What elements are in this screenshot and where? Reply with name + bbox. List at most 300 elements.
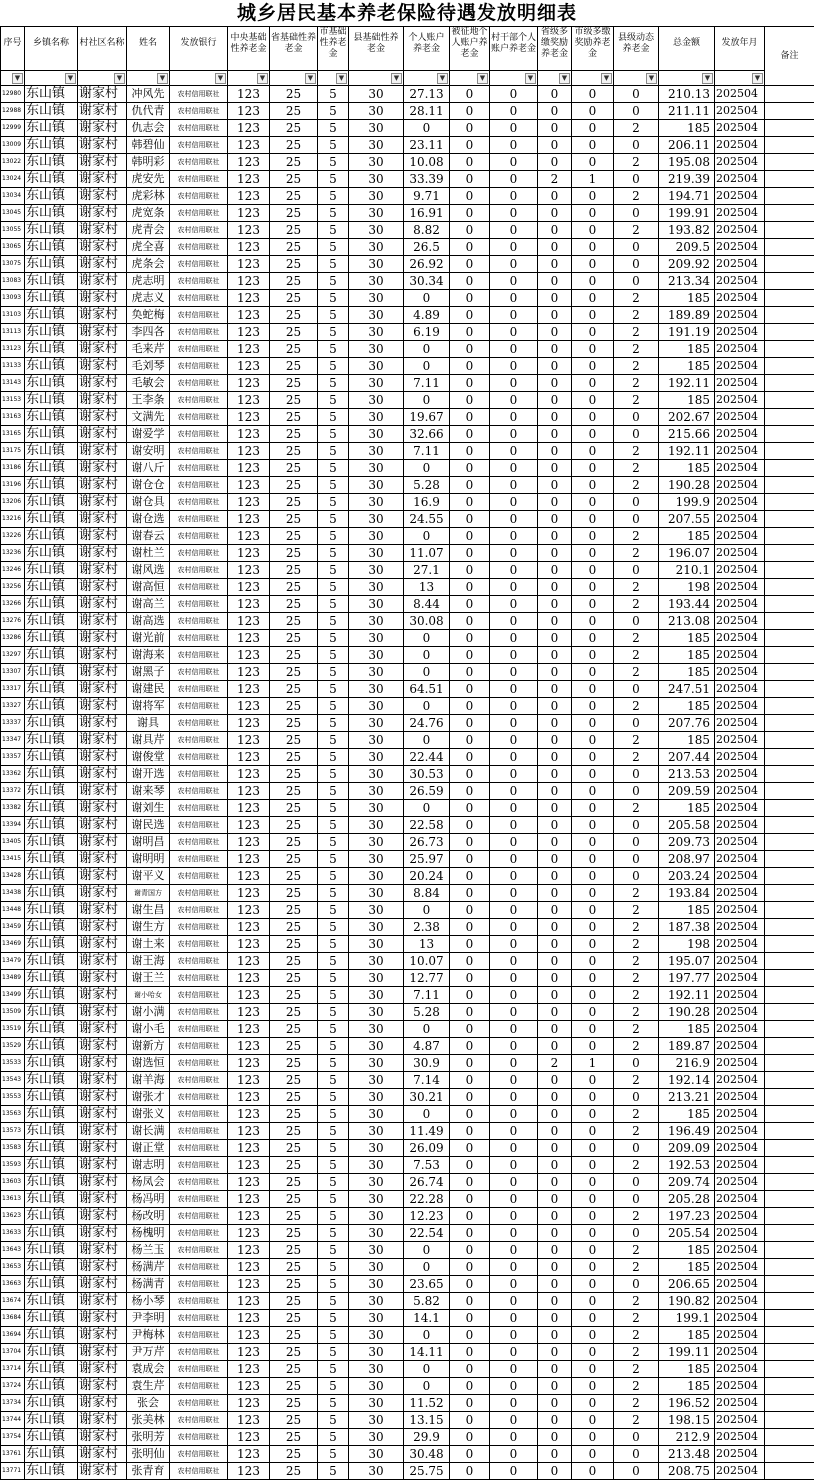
cell-month: 202504 (715, 1310, 765, 1327)
cell-seq: 13045 (1, 205, 25, 222)
cell-province: 25 (270, 664, 318, 681)
cell-landlost: 0 (450, 1344, 490, 1361)
cell-cadre: 0 (490, 766, 538, 783)
dropdown-arrow-icon[interactable]: ▼ (391, 73, 402, 84)
dropdown-arrow-icon[interactable]: ▼ (437, 73, 448, 84)
cell-county: 30 (349, 222, 404, 239)
dropdown-arrow-icon[interactable]: ▼ (477, 73, 488, 84)
cell-cadre: 0 (490, 358, 538, 375)
cell-province: 25 (270, 1208, 318, 1225)
cell-cadre: 0 (490, 919, 538, 936)
cell-province: 25 (270, 1157, 318, 1174)
table-row (1, 596, 814, 613)
cell-total: 213.08 (659, 613, 715, 630)
cell-name: 谢羊海 (127, 1072, 170, 1089)
cell-prov_bonus: 0 (538, 800, 572, 817)
cell-village: 谢家村 (78, 1361, 127, 1378)
cell-remark (765, 1038, 814, 1055)
cell-landlost: 0 (450, 375, 490, 392)
cell-province: 25 (270, 358, 318, 375)
cell-seq: 13246 (1, 562, 25, 579)
cell-prov_bonus: 0 (538, 426, 572, 443)
cell-cadre: 0 (490, 375, 538, 392)
column-header-name (127, 27, 170, 71)
cell-personal: 0 (404, 341, 450, 358)
cell-town: 东山镇 (25, 256, 78, 273)
cell-personal: 26.59 (404, 783, 450, 800)
cell-bank: 农村信用联社 (170, 1344, 228, 1361)
cell-total: 195.07 (659, 953, 715, 970)
cell-cadre: 0 (490, 1021, 538, 1038)
cell-county: 30 (349, 1072, 404, 1089)
cell-county: 30 (349, 103, 404, 120)
cell-province: 25 (270, 1225, 318, 1242)
cell-central: 123 (228, 358, 270, 375)
cell-name: 谢高恒 (127, 579, 170, 596)
cell-prov_bonus: 0 (538, 647, 572, 664)
cell-city: 5 (318, 1106, 349, 1123)
cell-county_dyn: 2 (614, 1021, 659, 1038)
cell-personal: 22.28 (404, 1191, 450, 1208)
cell-name: 虎安先 (127, 171, 170, 188)
dropdown-arrow-icon[interactable]: ▼ (336, 73, 347, 84)
cell-city: 5 (318, 137, 349, 154)
cell-total: 212.9 (659, 1429, 715, 1446)
table-row (1, 715, 814, 732)
cell-city_bonus: 0 (572, 1327, 614, 1344)
cell-city: 5 (318, 392, 349, 409)
cell-cadre: 0 (490, 562, 538, 579)
cell-month: 202504 (715, 1378, 765, 1395)
cell-county_dyn: 2 (614, 443, 659, 460)
column-label: 中央基础性养老金 (228, 33, 269, 55)
cell-total: 197.77 (659, 970, 715, 987)
cell-bank: 农村信用联社 (170, 664, 228, 681)
cell-town: 东山镇 (25, 970, 78, 987)
dropdown-arrow-icon[interactable]: ▼ (525, 73, 536, 84)
cell-personal: 0 (404, 460, 450, 477)
cell-city: 5 (318, 681, 349, 698)
table-row (1, 511, 814, 528)
cell-central: 123 (228, 1293, 270, 1310)
cell-village: 谢家村 (78, 103, 127, 120)
cell-county_dyn: 2 (614, 307, 659, 324)
cell-seq: 13663 (1, 1276, 25, 1293)
cell-name: 谢生方 (127, 919, 170, 936)
cell-personal: 30.9 (404, 1055, 450, 1072)
cell-town: 东山镇 (25, 681, 78, 698)
cell-village: 谢家村 (78, 1208, 127, 1225)
cell-total: 213.48 (659, 1446, 715, 1463)
cell-remark (765, 817, 814, 834)
cell-village: 谢家村 (78, 698, 127, 715)
cell-village: 谢家村 (78, 749, 127, 766)
cell-village: 谢家村 (78, 205, 127, 222)
cell-prov_bonus: 0 (538, 443, 572, 460)
cell-landlost: 0 (450, 851, 490, 868)
cell-village: 谢家村 (78, 868, 127, 885)
cell-prov_bonus: 0 (538, 749, 572, 766)
cell-village: 谢家村 (78, 511, 127, 528)
cell-personal: 32.66 (404, 426, 450, 443)
dropdown-arrow-icon[interactable]: ▼ (601, 73, 612, 84)
cell-cadre: 0 (490, 885, 538, 902)
cell-county_dyn: 0 (614, 171, 659, 188)
cell-county_dyn: 2 (614, 222, 659, 239)
cell-county_dyn: 0 (614, 511, 659, 528)
dropdown-arrow-icon[interactable]: ▼ (215, 73, 226, 84)
cell-province: 25 (270, 817, 318, 834)
cell-village: 谢家村 (78, 1021, 127, 1038)
cell-county_dyn: 2 (614, 902, 659, 919)
cell-seq: 13236 (1, 545, 25, 562)
cell-remark (765, 936, 814, 953)
filter-active-icon[interactable]: ▼ (114, 73, 125, 84)
cell-personal: 28.11 (404, 103, 450, 120)
dropdown-arrow-icon[interactable]: ▼ (65, 73, 76, 84)
cell-county: 30 (349, 698, 404, 715)
cell-city: 5 (318, 1072, 349, 1089)
cell-city: 5 (318, 1395, 349, 1412)
column-header-seq (1, 27, 25, 71)
cell-landlost: 0 (450, 1123, 490, 1140)
cell-total: 196.07 (659, 545, 715, 562)
cell-province: 25 (270, 171, 318, 188)
cell-county_dyn: 2 (614, 1038, 659, 1055)
cell-landlost: 0 (450, 1072, 490, 1089)
cell-cadre: 0 (490, 1276, 538, 1293)
cell-total: 185 (659, 290, 715, 307)
cell-province: 25 (270, 630, 318, 647)
cell-town: 东山镇 (25, 630, 78, 647)
cell-name: 谢高选 (127, 613, 170, 630)
cell-province: 25 (270, 1123, 318, 1140)
cell-bank: 农村信用联社 (170, 443, 228, 460)
cell-city: 5 (318, 341, 349, 358)
cell-personal: 13 (404, 579, 450, 596)
cell-personal: 11.52 (404, 1395, 450, 1412)
dropdown-arrow-icon[interactable]: ▼ (157, 73, 168, 84)
cell-seq: 13394 (1, 817, 25, 834)
dropdown-arrow-icon[interactable]: ▼ (646, 73, 657, 84)
cell-remark (765, 545, 814, 562)
cell-total: 209.92 (659, 256, 715, 273)
cell-county_dyn: 2 (614, 1072, 659, 1089)
cell-bank: 农村信用联社 (170, 1038, 228, 1055)
cell-prov_bonus: 0 (538, 494, 572, 511)
cell-remark (765, 1378, 814, 1395)
cell-remark (765, 392, 814, 409)
cell-month: 202504 (715, 1276, 765, 1293)
cell-month: 202504 (715, 1140, 765, 1157)
column-label: 被征地个人账户养老金 (450, 27, 489, 60)
dropdown-arrow-icon[interactable]: ▼ (257, 73, 268, 84)
cell-county_dyn: 2 (614, 885, 659, 902)
cell-name: 谢青国方 (127, 885, 170, 902)
cell-name: 虎条会 (127, 256, 170, 273)
cell-town: 东山镇 (25, 443, 78, 460)
cell-city: 5 (318, 1446, 349, 1463)
cell-county: 30 (349, 358, 404, 375)
cell-personal: 8.84 (404, 885, 450, 902)
cell-county_dyn: 2 (614, 1208, 659, 1225)
cell-total: 193.84 (659, 885, 715, 902)
cell-county: 30 (349, 426, 404, 443)
cell-central: 123 (228, 1242, 270, 1259)
cell-city: 5 (318, 1038, 349, 1055)
cell-county_dyn: 2 (614, 749, 659, 766)
cell-seq: 13165 (1, 426, 25, 443)
cell-county: 30 (349, 511, 404, 528)
table-row (1, 256, 814, 273)
table-row (1, 324, 814, 341)
cell-city: 5 (318, 562, 349, 579)
cell-remark (765, 1344, 814, 1361)
cell-total: 185 (659, 1106, 715, 1123)
cell-village: 谢家村 (78, 222, 127, 239)
cell-county_dyn: 0 (614, 1140, 659, 1157)
cell-county: 30 (349, 919, 404, 936)
cell-province: 25 (270, 885, 318, 902)
cell-name: 谢民选 (127, 817, 170, 834)
cell-prov_bonus: 0 (538, 375, 572, 392)
cell-town: 东山镇 (25, 154, 78, 171)
cell-name: 杨满芹 (127, 1259, 170, 1276)
cell-province: 25 (270, 1446, 318, 1463)
cell-province: 25 (270, 222, 318, 239)
cell-city_bonus: 0 (572, 86, 614, 103)
cell-bank: 农村信用联社 (170, 188, 228, 205)
filter-cell-total (659, 71, 715, 86)
cell-city_bonus: 0 (572, 222, 614, 239)
cell-central: 123 (228, 953, 270, 970)
cell-city_bonus: 0 (572, 800, 614, 817)
cell-total: 185 (659, 1021, 715, 1038)
cell-province: 25 (270, 1429, 318, 1446)
cell-city_bonus: 1 (572, 171, 614, 188)
table-row (1, 1157, 814, 1174)
cell-cadre: 0 (490, 528, 538, 545)
column-header-prov_bonus (538, 27, 572, 71)
cell-city: 5 (318, 1191, 349, 1208)
cell-city: 5 (318, 1429, 349, 1446)
cell-cadre: 0 (490, 341, 538, 358)
cell-cadre: 0 (490, 1208, 538, 1225)
table-row (1, 171, 814, 188)
cell-town: 东山镇 (25, 290, 78, 307)
cell-village: 谢家村 (78, 341, 127, 358)
cell-total: 198 (659, 579, 715, 596)
filter-cell-county_dyn (614, 71, 659, 86)
cell-bank: 农村信用联社 (170, 919, 228, 936)
cell-total: 196.49 (659, 1123, 715, 1140)
cell-seq: 12999 (1, 120, 25, 137)
cell-remark (765, 715, 814, 732)
cell-city_bonus: 0 (572, 273, 614, 290)
cell-seq: 13489 (1, 970, 25, 987)
table-row (1, 154, 814, 171)
cell-total: 208.97 (659, 851, 715, 868)
cell-village: 谢家村 (78, 494, 127, 511)
cell-central: 123 (228, 885, 270, 902)
cell-prov_bonus: 0 (538, 137, 572, 154)
cell-city: 5 (318, 766, 349, 783)
cell-bank: 农村信用联社 (170, 1463, 228, 1480)
dropdown-arrow-icon[interactable]: ▼ (12, 73, 23, 84)
table-row (1, 409, 814, 426)
cell-personal: 0 (404, 698, 450, 715)
filter-active-icon[interactable]: ▼ (752, 73, 763, 84)
cell-total: 185 (659, 698, 715, 715)
cell-town: 东山镇 (25, 1174, 78, 1191)
cell-county: 30 (349, 154, 404, 171)
cell-month: 202504 (715, 1429, 765, 1446)
cell-month: 202504 (715, 936, 765, 953)
cell-seq: 13382 (1, 800, 25, 817)
cell-prov_bonus: 0 (538, 1259, 572, 1276)
cell-city: 5 (318, 409, 349, 426)
cell-personal: 10.08 (404, 154, 450, 171)
cell-village: 谢家村 (78, 885, 127, 902)
cell-city_bonus: 0 (572, 732, 614, 749)
cell-name: 张明仙 (127, 1446, 170, 1463)
cell-city_bonus: 0 (572, 1157, 614, 1174)
cell-city_bonus: 0 (572, 120, 614, 137)
table-row (1, 919, 814, 936)
table-row (1, 1259, 814, 1276)
payment-table (0, 26, 814, 1480)
filter-cell-city_bonus (572, 71, 614, 86)
cell-total: 197.23 (659, 1208, 715, 1225)
cell-seq: 13694 (1, 1327, 25, 1344)
cell-county: 30 (349, 1378, 404, 1395)
cell-county_dyn: 2 (614, 800, 659, 817)
table-row (1, 1191, 814, 1208)
cell-landlost: 0 (450, 1242, 490, 1259)
cell-month: 202504 (715, 256, 765, 273)
cell-landlost: 0 (450, 1225, 490, 1242)
cell-landlost: 0 (450, 817, 490, 834)
cell-name: 谢张才 (127, 1089, 170, 1106)
cell-county_dyn: 0 (614, 205, 659, 222)
cell-personal: 33.39 (404, 171, 450, 188)
cell-city: 5 (318, 1293, 349, 1310)
cell-total: 199.91 (659, 205, 715, 222)
cell-central: 123 (228, 766, 270, 783)
cell-personal: 2.38 (404, 919, 450, 936)
cell-town: 东山镇 (25, 613, 78, 630)
cell-village: 谢家村 (78, 1174, 127, 1191)
cell-central: 123 (228, 834, 270, 851)
cell-town: 东山镇 (25, 1361, 78, 1378)
cell-landlost: 0 (450, 1276, 490, 1293)
cell-city_bonus: 0 (572, 885, 614, 902)
cell-landlost: 0 (450, 103, 490, 120)
cell-county: 30 (349, 494, 404, 511)
cell-county_dyn: 2 (614, 919, 659, 936)
cell-remark (765, 239, 814, 256)
cell-province: 25 (270, 494, 318, 511)
dropdown-arrow-icon[interactable]: ▼ (305, 73, 316, 84)
cell-province: 25 (270, 613, 318, 630)
cell-remark (765, 681, 814, 698)
cell-personal: 64.51 (404, 681, 450, 698)
cell-personal: 0 (404, 358, 450, 375)
cell-county_dyn: 0 (614, 1463, 659, 1480)
cell-county: 30 (349, 460, 404, 477)
cell-city_bonus: 0 (572, 698, 614, 715)
table-row (1, 613, 814, 630)
cell-landlost: 0 (450, 188, 490, 205)
cell-month: 202504 (715, 239, 765, 256)
cell-personal: 22.54 (404, 1225, 450, 1242)
cell-seq: 13509 (1, 1004, 25, 1021)
cell-name: 谢张义 (127, 1106, 170, 1123)
cell-village: 谢家村 (78, 851, 127, 868)
cell-remark (765, 766, 814, 783)
cell-town: 东山镇 (25, 1191, 78, 1208)
cell-central: 123 (228, 120, 270, 137)
filter-cell-landlost (450, 71, 490, 86)
cell-personal: 0 (404, 1378, 450, 1395)
cell-seq: 13276 (1, 613, 25, 630)
cell-county_dyn: 2 (614, 1157, 659, 1174)
cell-remark (765, 477, 814, 494)
cell-county: 30 (349, 205, 404, 222)
cell-central: 123 (228, 579, 270, 596)
dropdown-arrow-icon[interactable]: ▼ (702, 73, 713, 84)
cell-seq: 13362 (1, 766, 25, 783)
cell-bank: 农村信用联社 (170, 766, 228, 783)
cell-remark (765, 698, 814, 715)
cell-name: 奂蛇梅 (127, 307, 170, 324)
cell-city_bonus: 0 (572, 613, 614, 630)
cell-province: 25 (270, 647, 318, 664)
cell-county: 30 (349, 817, 404, 834)
cell-bank: 农村信用联社 (170, 1242, 228, 1259)
cell-city_bonus: 0 (572, 1038, 614, 1055)
cell-seq: 13372 (1, 783, 25, 800)
cell-prov_bonus: 0 (538, 1327, 572, 1344)
cell-town: 东山镇 (25, 1021, 78, 1038)
cell-village: 谢家村 (78, 443, 127, 460)
cell-prov_bonus: 0 (538, 120, 572, 137)
cell-county: 30 (349, 1208, 404, 1225)
cell-bank: 农村信用联社 (170, 426, 228, 443)
cell-town: 东山镇 (25, 1259, 78, 1276)
cell-city: 5 (318, 817, 349, 834)
cell-cadre: 0 (490, 205, 538, 222)
table-row (1, 851, 814, 868)
cell-county: 30 (349, 409, 404, 426)
cell-city: 5 (318, 256, 349, 273)
cell-seq: 13317 (1, 681, 25, 698)
cell-seq: 13553 (1, 1089, 25, 1106)
dropdown-arrow-icon[interactable]: ▼ (559, 73, 570, 84)
cell-city_bonus: 0 (572, 341, 614, 358)
cell-landlost: 0 (450, 477, 490, 494)
cell-landlost: 0 (450, 579, 490, 596)
cell-total: 209.74 (659, 1174, 715, 1191)
cell-province: 25 (270, 698, 318, 715)
cell-landlost: 0 (450, 715, 490, 732)
cell-central: 123 (228, 749, 270, 766)
cell-city: 5 (318, 1242, 349, 1259)
cell-name: 谢刘生 (127, 800, 170, 817)
cell-name: 虎彩林 (127, 188, 170, 205)
cell-personal: 0 (404, 1327, 450, 1344)
cell-landlost: 0 (450, 936, 490, 953)
